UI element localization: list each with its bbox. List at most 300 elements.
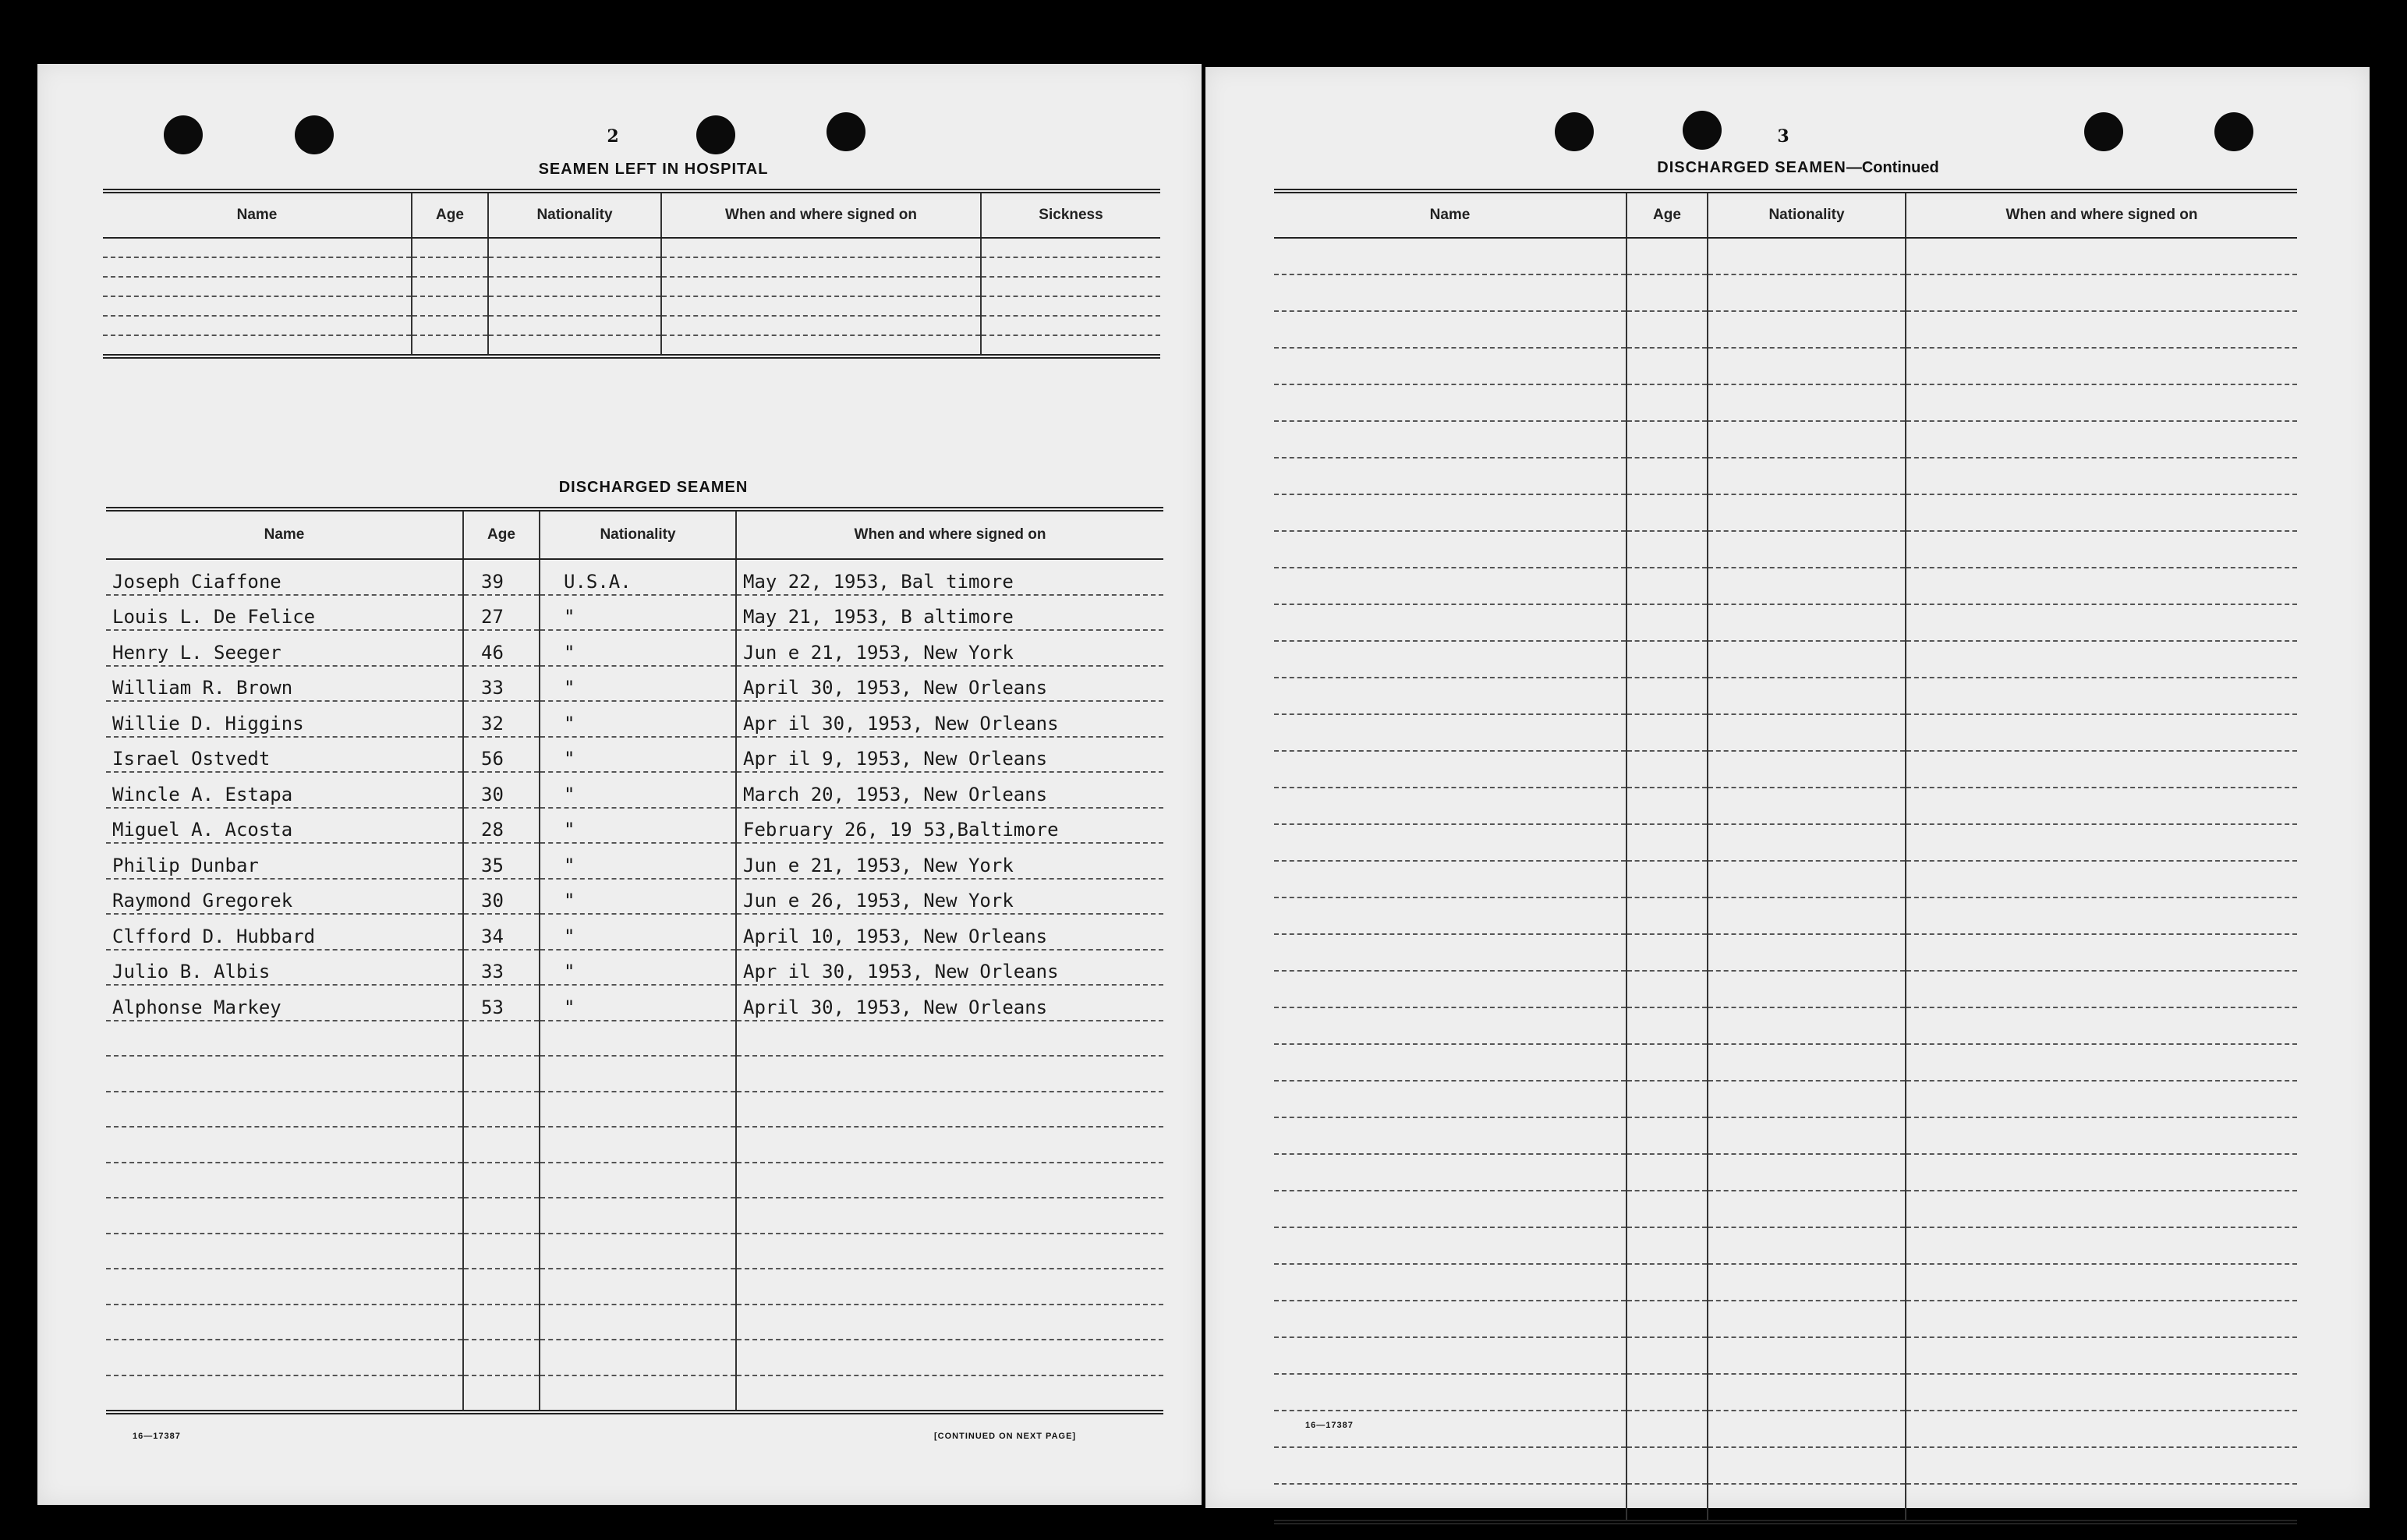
table-cell: [1708, 1191, 1906, 1227]
table-cell: [463, 1375, 540, 1413]
table-cell: [488, 335, 661, 356]
right-page: [1205, 67, 2370, 1508]
table-cell: [412, 257, 488, 277]
table-row: [1274, 1374, 2297, 1411]
table-cell: [463, 1269, 540, 1305]
table-cell: [412, 238, 488, 257]
table-row: [1274, 568, 2297, 604]
table-cell: [1906, 1447, 2297, 1484]
table-cell: [106, 1234, 463, 1269]
table-cell: [1906, 1191, 2297, 1227]
table-cell: [1274, 1301, 1626, 1337]
table-cell: Joseph Ciaffone: [106, 559, 463, 595]
table-row: [106, 914, 1163, 950]
page-number: 2: [607, 126, 619, 147]
table-cell: [736, 1092, 1163, 1128]
table-cell: [1274, 641, 1626, 678]
table-cell: [1906, 897, 2297, 934]
table-cell: [1708, 788, 1906, 824]
table-cell: [981, 335, 1160, 356]
table-cell: [661, 257, 981, 277]
table-cell: [1906, 1227, 2297, 1264]
table-row: [1274, 1191, 2297, 1227]
table-cell: [463, 1163, 540, 1198]
table-cell: [106, 1163, 463, 1198]
table-cell: [1708, 1044, 1906, 1081]
table-row: [1274, 1447, 2297, 1484]
table-cell: 30: [463, 772, 540, 808]
punch-hole: [1683, 111, 1722, 150]
table-row: [106, 1092, 1163, 1128]
table-cell: Apr il 30, 1953, New Orleans: [736, 950, 1163, 986]
table-cell: [1906, 348, 2297, 384]
table-cell: [1906, 274, 2297, 311]
table-cell: [1626, 897, 1708, 934]
table-cell: [463, 1234, 540, 1269]
column-header: Nationality: [1708, 191, 1906, 238]
hospital-header-row: [103, 191, 1160, 238]
table-cell: [540, 1375, 736, 1413]
table-cell: 34: [463, 914, 540, 950]
table-cell: [488, 257, 661, 277]
table-row: [1274, 604, 2297, 641]
table-cell: [1274, 861, 1626, 897]
table-cell: [463, 1021, 540, 1057]
table-cell: [1708, 604, 1906, 641]
table-row: [103, 296, 1160, 316]
table-cell: [1626, 1191, 1708, 1227]
table-row: [103, 316, 1160, 335]
punch-hole: [2214, 112, 2253, 151]
discharged-cont-table: [1274, 189, 2297, 1524]
table-cell: [1626, 788, 1708, 824]
table-cell: [488, 316, 661, 335]
table-cell: [1274, 934, 1626, 971]
table-cell: [1274, 824, 1626, 861]
table-cell: [1274, 348, 1626, 384]
table-cell: [1274, 1007, 1626, 1044]
table-row: [106, 1375, 1163, 1413]
table-cell: [488, 238, 661, 257]
table-cell: [1274, 604, 1626, 641]
table-cell: [1274, 494, 1626, 531]
discharged-cont-title-main: DISCHARGED SEAMEN: [1657, 159, 1846, 176]
table-cell: [488, 296, 661, 316]
table-cell: [1274, 238, 1626, 274]
table-cell: [1274, 714, 1626, 751]
table-row: [106, 772, 1163, 808]
table-cell: [1626, 568, 1708, 604]
table-row: [1274, 751, 2297, 788]
table-cell: [1708, 1374, 1906, 1411]
table-cell: [1274, 384, 1626, 421]
table-cell: [103, 277, 412, 296]
table-cell: [1626, 531, 1708, 568]
table-cell: [488, 277, 661, 296]
table-cell: [1626, 1374, 1708, 1411]
table-cell: March 20, 1953, New Orleans: [736, 772, 1163, 808]
table-cell: [540, 1305, 736, 1340]
table-cell: [106, 1092, 463, 1128]
table-cell: [1626, 1044, 1708, 1081]
table-cell: Willie D. Higgins: [106, 701, 463, 737]
table-row: [106, 559, 1163, 595]
table-cell: [106, 1305, 463, 1340]
table-row: [106, 701, 1163, 737]
table-cell: [1626, 1411, 1708, 1447]
table-row: [1274, 824, 2297, 861]
table-cell: Jun e 21, 1953, New York: [736, 843, 1163, 879]
table-row: [1274, 1044, 2297, 1081]
table-cell: [736, 1163, 1163, 1198]
table-cell: ": [540, 772, 736, 808]
table-cell: [736, 1269, 1163, 1305]
table-cell: [1708, 1264, 1906, 1301]
table-cell: [540, 1340, 736, 1375]
table-cell: [1626, 604, 1708, 641]
table-cell: [1708, 824, 1906, 861]
table-row: [106, 1198, 1163, 1234]
hospital-table: [103, 189, 1160, 359]
table-cell: 53: [463, 985, 540, 1021]
table-cell: 28: [463, 808, 540, 844]
discharged-cont-header-row: [1274, 191, 2297, 238]
table-cell: [1906, 384, 2297, 421]
table-row: [1274, 274, 2297, 311]
discharged-body: [106, 559, 1163, 1412]
table-row: [1274, 384, 2297, 421]
table-row: [1274, 421, 2297, 458]
table-cell: [661, 335, 981, 356]
table-cell: ": [540, 950, 736, 986]
table-cell: [1708, 678, 1906, 714]
table-cell: [981, 296, 1160, 316]
table-cell: [1906, 751, 2297, 788]
table-row: [106, 1305, 1163, 1340]
table-cell: [1626, 1227, 1708, 1264]
table-cell: April 30, 1953, New Orleans: [736, 666, 1163, 702]
table-cell: William R. Brown: [106, 666, 463, 702]
table-cell: [981, 316, 1160, 335]
table-cell: [736, 1375, 1163, 1413]
punch-hole: [164, 115, 203, 154]
table-cell: [540, 1056, 736, 1092]
table-cell: ": [540, 808, 736, 844]
table-cell: [1906, 1301, 2297, 1337]
table-cell: [736, 1127, 1163, 1163]
table-cell: May 21, 1953, B altimore: [736, 595, 1163, 631]
table-cell: [1274, 421, 1626, 458]
table-cell: [1274, 1191, 1626, 1227]
table-cell: Apr il 30, 1953, New Orleans: [736, 701, 1163, 737]
table-cell: [736, 1305, 1163, 1340]
table-cell: ": [540, 666, 736, 702]
table-row: [103, 277, 1160, 296]
table-cell: [1708, 1411, 1906, 1447]
table-cell: [103, 316, 412, 335]
table-cell: 46: [463, 630, 540, 666]
table-cell: [1626, 1301, 1708, 1337]
table-cell: [1708, 1484, 1906, 1522]
table-cell: 56: [463, 737, 540, 773]
left-page: [37, 64, 1202, 1505]
table-row: [1274, 1337, 2297, 1374]
table-cell: [1906, 1337, 2297, 1374]
table-row: [1274, 971, 2297, 1007]
table-row: [1274, 788, 2297, 824]
column-header: Name: [106, 509, 463, 559]
table-cell: [463, 1198, 540, 1234]
table-cell: [1708, 384, 1906, 421]
table-cell: Henry L. Seeger: [106, 630, 463, 666]
table-cell: [736, 1340, 1163, 1375]
table-cell: [1708, 1337, 1906, 1374]
column-header: Age: [412, 191, 488, 238]
table-cell: [1626, 1154, 1708, 1191]
table-cell: [1708, 238, 1906, 274]
table-cell: [1274, 1227, 1626, 1264]
table-cell: [540, 1021, 736, 1057]
table-cell: [1626, 1117, 1708, 1154]
table-row: [106, 737, 1163, 773]
table-cell: [1906, 934, 2297, 971]
table-cell: ": [540, 595, 736, 631]
table-cell: [1274, 971, 1626, 1007]
table-cell: [1708, 1227, 1906, 1264]
table-cell: [1626, 971, 1708, 1007]
table-row: [106, 1269, 1163, 1305]
table-cell: [1626, 421, 1708, 458]
table-cell: [1274, 1154, 1626, 1191]
table-cell: [1906, 604, 2297, 641]
table-cell: [1708, 1081, 1906, 1117]
table-cell: [1708, 1447, 1906, 1484]
table-cell: [1626, 1337, 1708, 1374]
table-cell: [1906, 1117, 2297, 1154]
table-row: [1274, 678, 2297, 714]
table-cell: [1906, 494, 2297, 531]
table-cell: [106, 1127, 463, 1163]
table-cell: [1906, 641, 2297, 678]
table-cell: [1626, 1007, 1708, 1044]
table-cell: [540, 1234, 736, 1269]
table-cell: [1626, 641, 1708, 678]
table-cell: [1274, 274, 1626, 311]
table-row: [103, 238, 1160, 257]
table-cell: [1708, 1301, 1906, 1337]
table-cell: [1626, 934, 1708, 971]
table-cell: Raymond Gregorek: [106, 879, 463, 915]
table-cell: [463, 1340, 540, 1375]
continued-note: [CONTINUED ON NEXT PAGE]: [934, 1432, 1077, 1441]
table-cell: Jun e 21, 1953, New York: [736, 630, 1163, 666]
table-cell: [736, 1021, 1163, 1057]
table-cell: [1626, 824, 1708, 861]
table-cell: Julio B. Albis: [106, 950, 463, 986]
punch-hole: [295, 115, 334, 154]
discharged-cont-title-suffix: —Continued: [1846, 159, 1939, 176]
table-cell: [1708, 751, 1906, 788]
table-cell: [981, 257, 1160, 277]
table-row: [1274, 1081, 2297, 1117]
table-row: [1274, 458, 2297, 494]
table-cell: [463, 1305, 540, 1340]
table-row: [1274, 531, 2297, 568]
table-cell: [1626, 1081, 1708, 1117]
table-cell: 33: [463, 950, 540, 986]
table-cell: [463, 1092, 540, 1128]
table-cell: [1626, 494, 1708, 531]
table-cell: 33: [463, 666, 540, 702]
form-code: 16—17387: [133, 1432, 181, 1441]
table-cell: [981, 277, 1160, 296]
discharged-table: [106, 507, 1163, 1414]
table-cell: [1274, 1337, 1626, 1374]
table-cell: [1708, 421, 1906, 458]
table-row: [106, 879, 1163, 915]
table-cell: [661, 316, 981, 335]
table-cell: ": [540, 985, 736, 1021]
table-cell: April 10, 1953, New Orleans: [736, 914, 1163, 950]
table-cell: [106, 1198, 463, 1234]
table-cell: Clfford D. Hubbard: [106, 914, 463, 950]
table-cell: [1906, 971, 2297, 1007]
table-cell: [1274, 788, 1626, 824]
table-cell: [1708, 274, 1906, 311]
table-cell: [1274, 1081, 1626, 1117]
table-cell: [540, 1269, 736, 1305]
table-cell: [1708, 458, 1906, 494]
punch-hole: [696, 115, 735, 154]
table-cell: [1906, 678, 2297, 714]
discharged-cont-body: [1274, 238, 2297, 1522]
table-row: [1274, 1154, 2297, 1191]
punch-hole: [1555, 112, 1594, 151]
table-cell: [1708, 971, 1906, 1007]
table-row: [1274, 1227, 2297, 1264]
table-cell: [661, 296, 981, 316]
table-cell: [106, 1056, 463, 1092]
table-row: [106, 1127, 1163, 1163]
table-row: [1274, 714, 2297, 751]
table-row: [106, 1234, 1163, 1269]
table-cell: [1626, 274, 1708, 311]
table-row: [1274, 1007, 2297, 1044]
table-row: [1274, 641, 2297, 678]
column-header: Nationality: [540, 509, 736, 559]
table-cell: [1274, 1484, 1626, 1522]
table-cell: [1906, 1264, 2297, 1301]
table-cell: [661, 238, 981, 257]
table-cell: [412, 335, 488, 356]
table-cell: Alphonse Markey: [106, 985, 463, 1021]
table-cell: [1708, 1117, 1906, 1154]
table-cell: [1626, 678, 1708, 714]
table-cell: [1906, 458, 2297, 494]
table-cell: Israel Ostvedt: [106, 737, 463, 773]
table-cell: [1708, 494, 1906, 531]
table-cell: 30: [463, 879, 540, 915]
table-cell: [1906, 861, 2297, 897]
table-cell: [1708, 861, 1906, 897]
table-cell: Louis L. De Felice: [106, 595, 463, 631]
table-cell: [540, 1198, 736, 1234]
table-cell: February 26, 19 53,Baltimore: [736, 808, 1163, 844]
table-cell: [1906, 421, 2297, 458]
table-cell: [1274, 1117, 1626, 1154]
table-cell: [1906, 1007, 2297, 1044]
table-cell: [1906, 1484, 2297, 1522]
table-cell: [1274, 1447, 1626, 1484]
table-cell: Wincle A. Estapa: [106, 772, 463, 808]
table-row: [1274, 1484, 2297, 1522]
table-cell: 35: [463, 843, 540, 879]
table-cell: [540, 1127, 736, 1163]
table-cell: ": [540, 701, 736, 737]
table-cell: [1906, 1044, 2297, 1081]
table-row: [1274, 1301, 2297, 1337]
table-cell: [1626, 1264, 1708, 1301]
table-cell: [1906, 1374, 2297, 1411]
table-cell: [736, 1198, 1163, 1234]
table-cell: [661, 277, 981, 296]
table-cell: [1626, 1447, 1708, 1484]
table-row: [106, 1163, 1163, 1198]
table-cell: [1708, 568, 1906, 604]
table-cell: [1274, 531, 1626, 568]
table-cell: [1906, 1411, 2297, 1447]
table-row: [106, 1056, 1163, 1092]
table-row: [1274, 1264, 2297, 1301]
table-cell: [103, 296, 412, 316]
table-cell: [1274, 678, 1626, 714]
column-header: When and where signed on: [661, 191, 981, 238]
table-cell: [1626, 714, 1708, 751]
table-cell: [1626, 311, 1708, 348]
table-cell: [736, 1056, 1163, 1092]
punch-hole: [2084, 112, 2123, 151]
table-cell: [1708, 1007, 1906, 1044]
table-cell: [412, 296, 488, 316]
table-row: [106, 808, 1163, 844]
table-cell: [412, 277, 488, 296]
table-cell: [1906, 788, 2297, 824]
table-cell: [1626, 238, 1708, 274]
table-cell: [540, 1163, 736, 1198]
table-cell: [1274, 751, 1626, 788]
table-row: [1274, 1117, 2297, 1154]
table-cell: ": [540, 914, 736, 950]
table-cell: [106, 1021, 463, 1057]
table-cell: Philip Dunbar: [106, 843, 463, 879]
table-row: [1274, 1411, 2297, 1447]
table-cell: [1906, 531, 2297, 568]
table-cell: [1708, 641, 1906, 678]
hospital-title: SEAMEN LEFT IN HOSPITAL: [538, 161, 769, 178]
table-cell: [463, 1127, 540, 1163]
table-cell: [1906, 311, 2297, 348]
discharged-header-row: [106, 509, 1163, 559]
table-cell: ": [540, 737, 736, 773]
table-row: [106, 843, 1163, 879]
table-cell: [1274, 897, 1626, 934]
table-cell: [1274, 1044, 1626, 1081]
column-header: Sickness: [981, 191, 1160, 238]
table-row: [106, 666, 1163, 702]
table-cell: 27: [463, 595, 540, 631]
discharged-cont-title: [1564, 159, 2032, 177]
table-cell: [103, 335, 412, 356]
